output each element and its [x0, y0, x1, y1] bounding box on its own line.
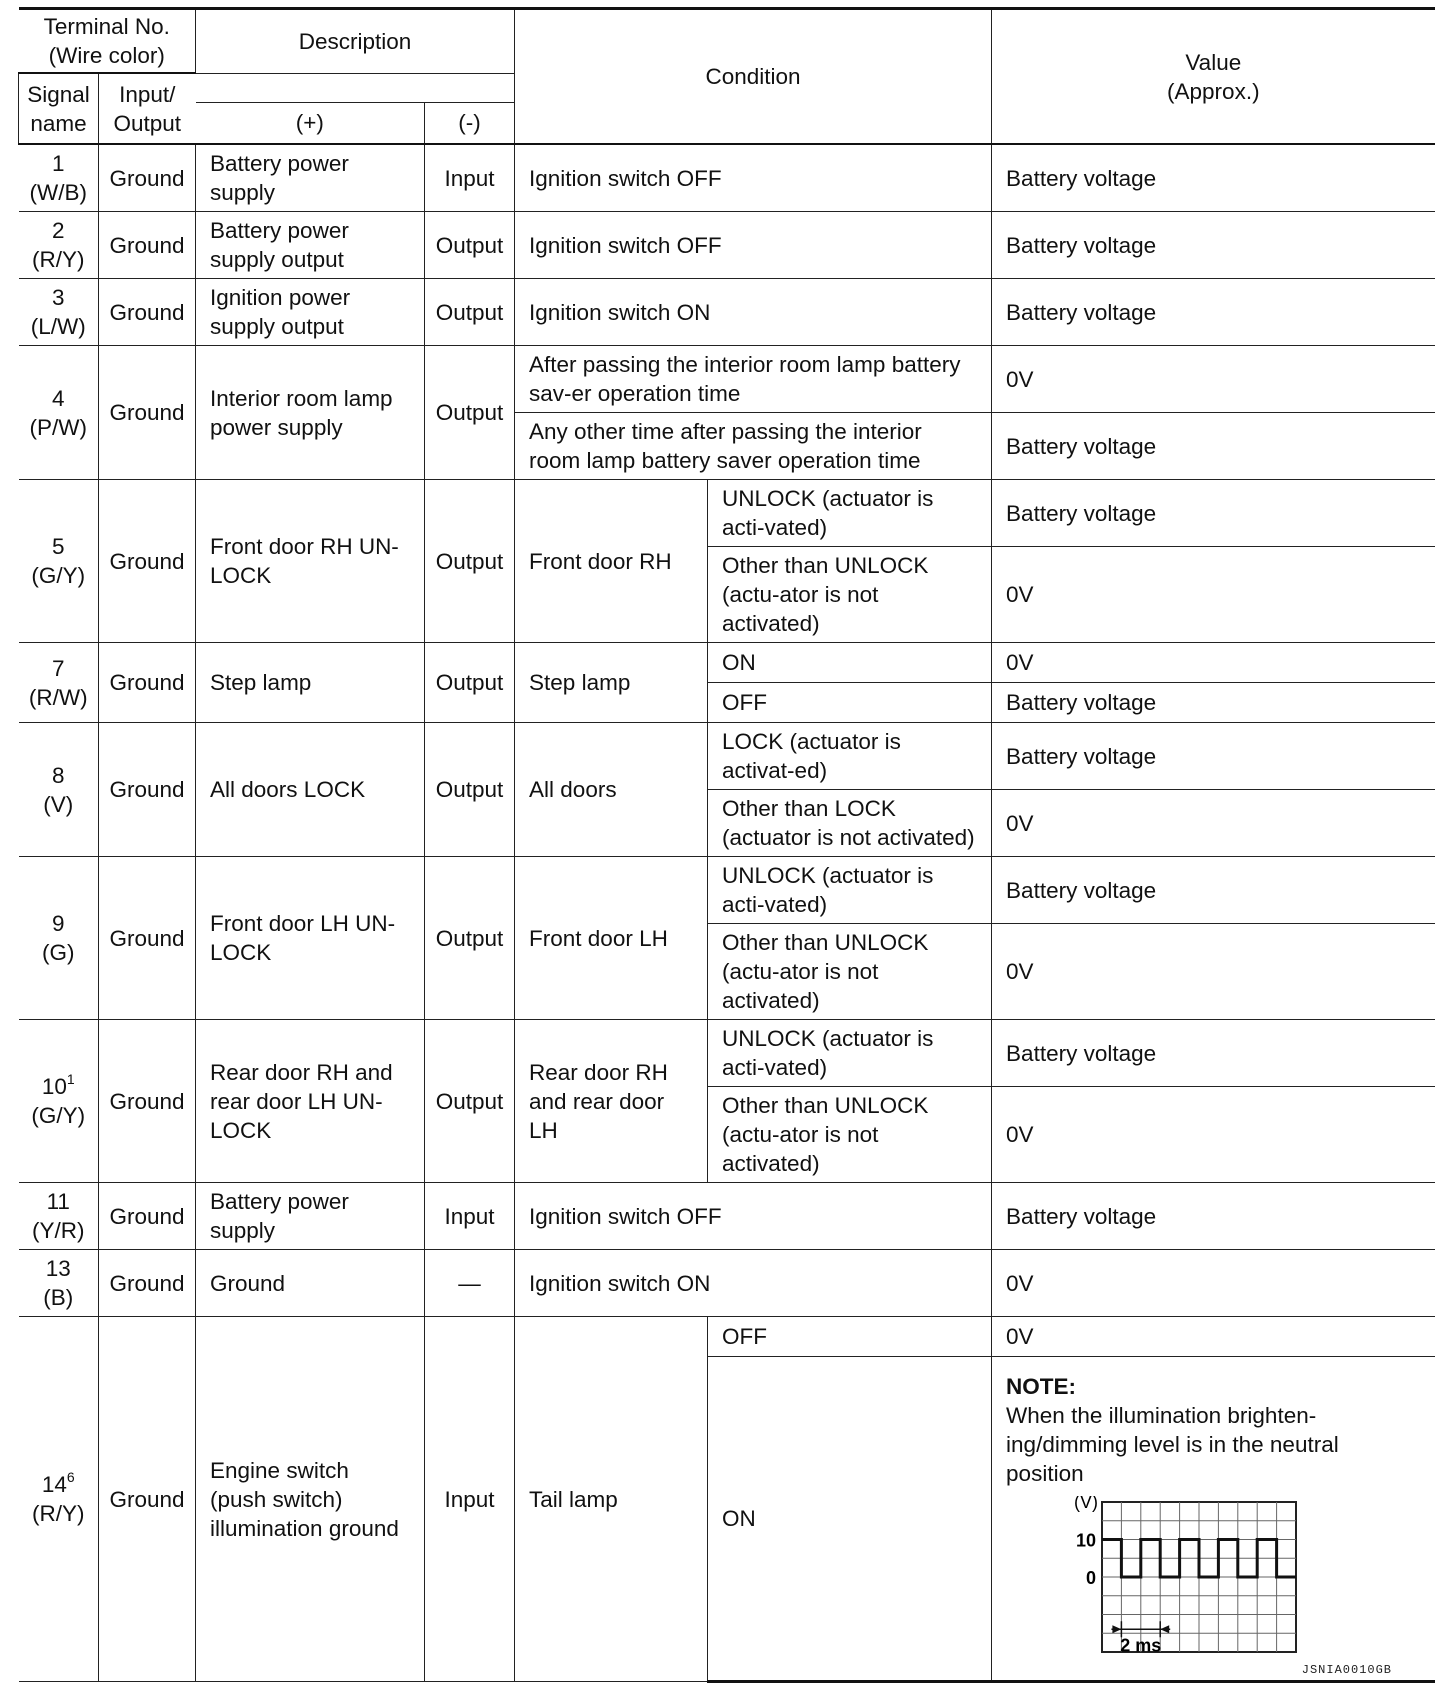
- terminal-number: 8: [51, 762, 65, 788]
- input-output-cell: Input: [425, 1183, 515, 1250]
- header-input-label: Input/: [119, 81, 176, 107]
- signal-name-cell: Battery power supply output: [196, 212, 425, 279]
- input-output-cell: Output: [425, 346, 515, 480]
- time-div-arrowhead: [1112, 1625, 1121, 1633]
- wire-color: (R/W): [28, 684, 88, 710]
- condition-state-cell: OFF: [708, 683, 992, 723]
- terminal-number: 11: [46, 1189, 70, 1214]
- value-cell: Battery voltage: [992, 857, 1435, 924]
- table-row: [19, 643, 1435, 683]
- condition-cell: Ignition switch OFF: [515, 212, 992, 279]
- terminal-plus-cell: [19, 1020, 99, 1183]
- oscilloscope-waveform: [1034, 1496, 1304, 1666]
- header-signal-name: Signal name: [19, 73, 99, 144]
- table-row: [19, 857, 1435, 924]
- terminal-number: 13: [45, 1256, 71, 1281]
- header-wire-color-label: (Wire color): [48, 43, 165, 68]
- terminal-minus-cell: Ground: [99, 480, 196, 643]
- value-cell: 0V: [992, 1317, 1435, 1357]
- input-output-cell: Output: [425, 723, 515, 857]
- terminal-plus-cell: [19, 643, 99, 723]
- condition-state-cell: UNLOCK (actuator is acti-vated): [708, 857, 992, 924]
- terminal-minus-cell: Ground: [99, 346, 196, 480]
- value-cell: 0V: [992, 547, 1435, 643]
- wire-color: (P/W): [29, 414, 87, 440]
- wire-color: (W/B): [29, 180, 87, 205]
- terminal-plus-cell: [19, 857, 99, 1020]
- terminal-number: 10: [41, 1074, 67, 1099]
- condition-cell: Any other time after passing the interior room lamp battery saver operation time: [515, 413, 992, 480]
- value-cell: Battery voltage: [992, 144, 1435, 212]
- terminal-minus-cell: Ground: [99, 279, 196, 346]
- condition-state-cell: Other than UNLOCK (actu-ator is not activated): [708, 1087, 992, 1183]
- value-cell: Battery voltage: [992, 683, 1435, 723]
- terminal-minus-cell: Ground: [99, 1183, 196, 1250]
- note-title: NOTE:: [1006, 1373, 1077, 1399]
- value-cell: 0V: [992, 1087, 1435, 1183]
- terminal-number: 9: [51, 911, 65, 936]
- condition-state-cell: Other than LOCK (actuator is not activated): [708, 790, 992, 857]
- condition-state-cell: UNLOCK (actuator is acti-vated): [708, 1020, 992, 1087]
- table-body: [19, 144, 1435, 1682]
- condition-cell: Ignition switch OFF: [515, 144, 992, 212]
- terminal-minus-cell: Ground: [99, 857, 196, 1020]
- condition-cell: Rear door RH and rear door LH: [515, 1020, 708, 1183]
- value-cell: Battery voltage: [992, 723, 1435, 790]
- terminal-number: 3: [51, 285, 65, 310]
- terminal-plus-cell: [19, 212, 99, 279]
- table-row: [19, 480, 1435, 547]
- table-row: [19, 346, 1435, 413]
- table-row: [19, 723, 1435, 790]
- table-row: [19, 1250, 1435, 1317]
- value-cell: [992, 1357, 1435, 1682]
- signal-name-cell: Battery power supply: [196, 1183, 425, 1250]
- terminal-number: 2: [51, 218, 65, 243]
- table-row: [19, 1183, 1435, 1250]
- terminal-number: 4: [51, 385, 65, 411]
- header-terminal-no: [19, 9, 196, 74]
- condition-state-cell: ON: [708, 643, 992, 683]
- terminal-plus-cell: [19, 1250, 99, 1317]
- header-value-label: Value: [1185, 49, 1242, 75]
- terminal-minus-cell: Ground: [99, 1250, 196, 1317]
- value-cell: 0V: [992, 790, 1435, 857]
- condition-cell: Tail lamp: [515, 1317, 708, 1682]
- table-row: [19, 1317, 1435, 1357]
- terminal-number: 7: [51, 655, 65, 681]
- header-plus: (+): [196, 102, 425, 144]
- terminal-plus-cell: [19, 346, 99, 480]
- figure-code: JSNIA0010GB: [1301, 1663, 1392, 1677]
- value-cell: Battery voltage: [992, 480, 1435, 547]
- signal-name-cell: Rear door RH and rear door LH UN-LOCK: [196, 1020, 425, 1183]
- wire-color: (V): [43, 791, 74, 817]
- header-output-label: Output: [113, 110, 182, 136]
- terminal-minus-cell: Ground: [99, 643, 196, 723]
- condition-cell: Step lamp: [515, 643, 708, 723]
- time-div-label: 2 ms: [1120, 1634, 1162, 1655]
- terminal-minus-cell: Ground: [99, 1020, 196, 1183]
- signal-name-cell: Step lamp: [196, 643, 425, 723]
- value-cell: Battery voltage: [992, 1183, 1435, 1250]
- terminal-minus-cell: Ground: [99, 723, 196, 857]
- value-cell: 0V: [992, 346, 1435, 413]
- wire-color: (L/W): [30, 314, 86, 339]
- signal-name-cell: Battery power supply: [196, 144, 425, 212]
- table-header: [19, 9, 1435, 145]
- wiring-terminal-document: [18, 7, 1434, 1687]
- condition-cell: All doors: [515, 723, 708, 857]
- input-output-cell: —: [425, 1250, 515, 1317]
- header-description: Description: [196, 9, 515, 74]
- terminal-plus-cell: [19, 279, 99, 346]
- signal-name-cell: Ignition power supply output: [196, 279, 425, 346]
- condition-state-cell: ON: [708, 1357, 992, 1682]
- terminal-plus-cell: [19, 1317, 99, 1682]
- terminal-plus-cell: [19, 723, 99, 857]
- input-output-cell: Input: [425, 144, 515, 212]
- terminal-number: 5: [51, 534, 65, 559]
- condition-cell: Ignition switch OFF: [515, 1183, 992, 1250]
- value-cell: Battery voltage: [992, 1020, 1435, 1087]
- value-cell: Battery voltage: [992, 212, 1435, 279]
- header-condition: Condition: [515, 9, 992, 145]
- condition-cell: Front door LH: [515, 857, 708, 1020]
- table-row: [19, 144, 1435, 212]
- signal-name-cell: Front door RH UN-LOCK: [196, 480, 425, 643]
- wire-color: (G/Y): [31, 563, 86, 588]
- value-cell: Battery voltage: [992, 413, 1435, 480]
- input-output-cell: Output: [425, 643, 515, 723]
- scope-y-low: 0: [1086, 1567, 1097, 1588]
- table-row: [19, 1020, 1435, 1087]
- terminal-table: [18, 7, 1435, 1683]
- input-output-cell: Output: [425, 279, 515, 346]
- value-cell: 0V: [992, 924, 1435, 1020]
- scope-y-unit: (V): [1074, 1495, 1099, 1512]
- header-terminal-no-label: Terminal No.: [43, 14, 170, 39]
- header-minus: (-): [425, 102, 515, 144]
- signal-name-cell: Interior room lamp power supply: [196, 346, 425, 480]
- input-output-cell: Output: [425, 480, 515, 643]
- table-row: [19, 212, 1435, 279]
- note-text: When the illumination brighten-ing/dimming level is in the neutral position: [1006, 1402, 1339, 1486]
- signal-name-cell: Front door LH UN-LOCK: [196, 857, 425, 1020]
- terminal-plus-cell: [19, 144, 99, 212]
- value-cell: 0V: [992, 643, 1435, 683]
- terminal-plus-cell: [19, 1183, 99, 1250]
- input-output-cell: Output: [425, 212, 515, 279]
- header-approx-label: (Approx.): [1167, 78, 1260, 104]
- terminal-number: 14: [41, 1472, 67, 1497]
- condition-cell: Front door RH: [515, 480, 708, 643]
- signal-name-cell: Engine switch (push switch) illumination ground: [196, 1317, 425, 1682]
- input-output-cell: Input: [425, 1317, 515, 1682]
- input-output-cell: Output: [425, 857, 515, 1020]
- header-input-output: [99, 73, 196, 144]
- condition-state-cell: Other than UNLOCK (actu-ator is not activated): [708, 924, 992, 1020]
- wire-color: (Y/R): [32, 1218, 85, 1243]
- condition-cell: Ignition switch ON: [515, 1250, 992, 1317]
- value-cell: 0V: [992, 1250, 1435, 1317]
- terminal-footnote: 6: [66, 1468, 75, 1485]
- scope-y-high: 10: [1076, 1530, 1097, 1550]
- terminal-minus-cell: Ground: [99, 1317, 196, 1682]
- condition-state-cell: OFF: [708, 1317, 992, 1357]
- terminal-number: 1: [51, 151, 65, 176]
- terminal-footnote: 1: [66, 1070, 75, 1087]
- time-div-arrowhead: [1160, 1625, 1169, 1633]
- terminal-minus-cell: Ground: [99, 144, 196, 212]
- wire-color: (B): [43, 1285, 74, 1310]
- condition-cell: After passing the interior room lamp battery sav-er operation time: [515, 346, 992, 413]
- terminal-plus-cell: [19, 480, 99, 643]
- condition-state-cell: Other than UNLOCK (actu-ator is not activated): [708, 547, 992, 643]
- value-cell: Battery voltage: [992, 279, 1435, 346]
- signal-name-cell: Ground: [196, 1250, 425, 1317]
- table-row: [19, 279, 1435, 346]
- header-value: [992, 9, 1435, 145]
- wire-color: (R/Y): [32, 1501, 85, 1526]
- terminal-minus-cell: Ground: [99, 212, 196, 279]
- wire-color: (G/Y): [31, 1103, 86, 1128]
- signal-name-cell: All doors LOCK: [196, 723, 425, 857]
- condition-cell: Ignition switch ON: [515, 279, 992, 346]
- condition-state-cell: LOCK (actuator is activat-ed): [708, 723, 992, 790]
- wire-color: (R/Y): [32, 247, 85, 272]
- wire-color: (G): [42, 940, 75, 965]
- condition-state-cell: UNLOCK (actuator is acti-vated): [708, 480, 992, 547]
- input-output-cell: Output: [425, 1020, 515, 1183]
